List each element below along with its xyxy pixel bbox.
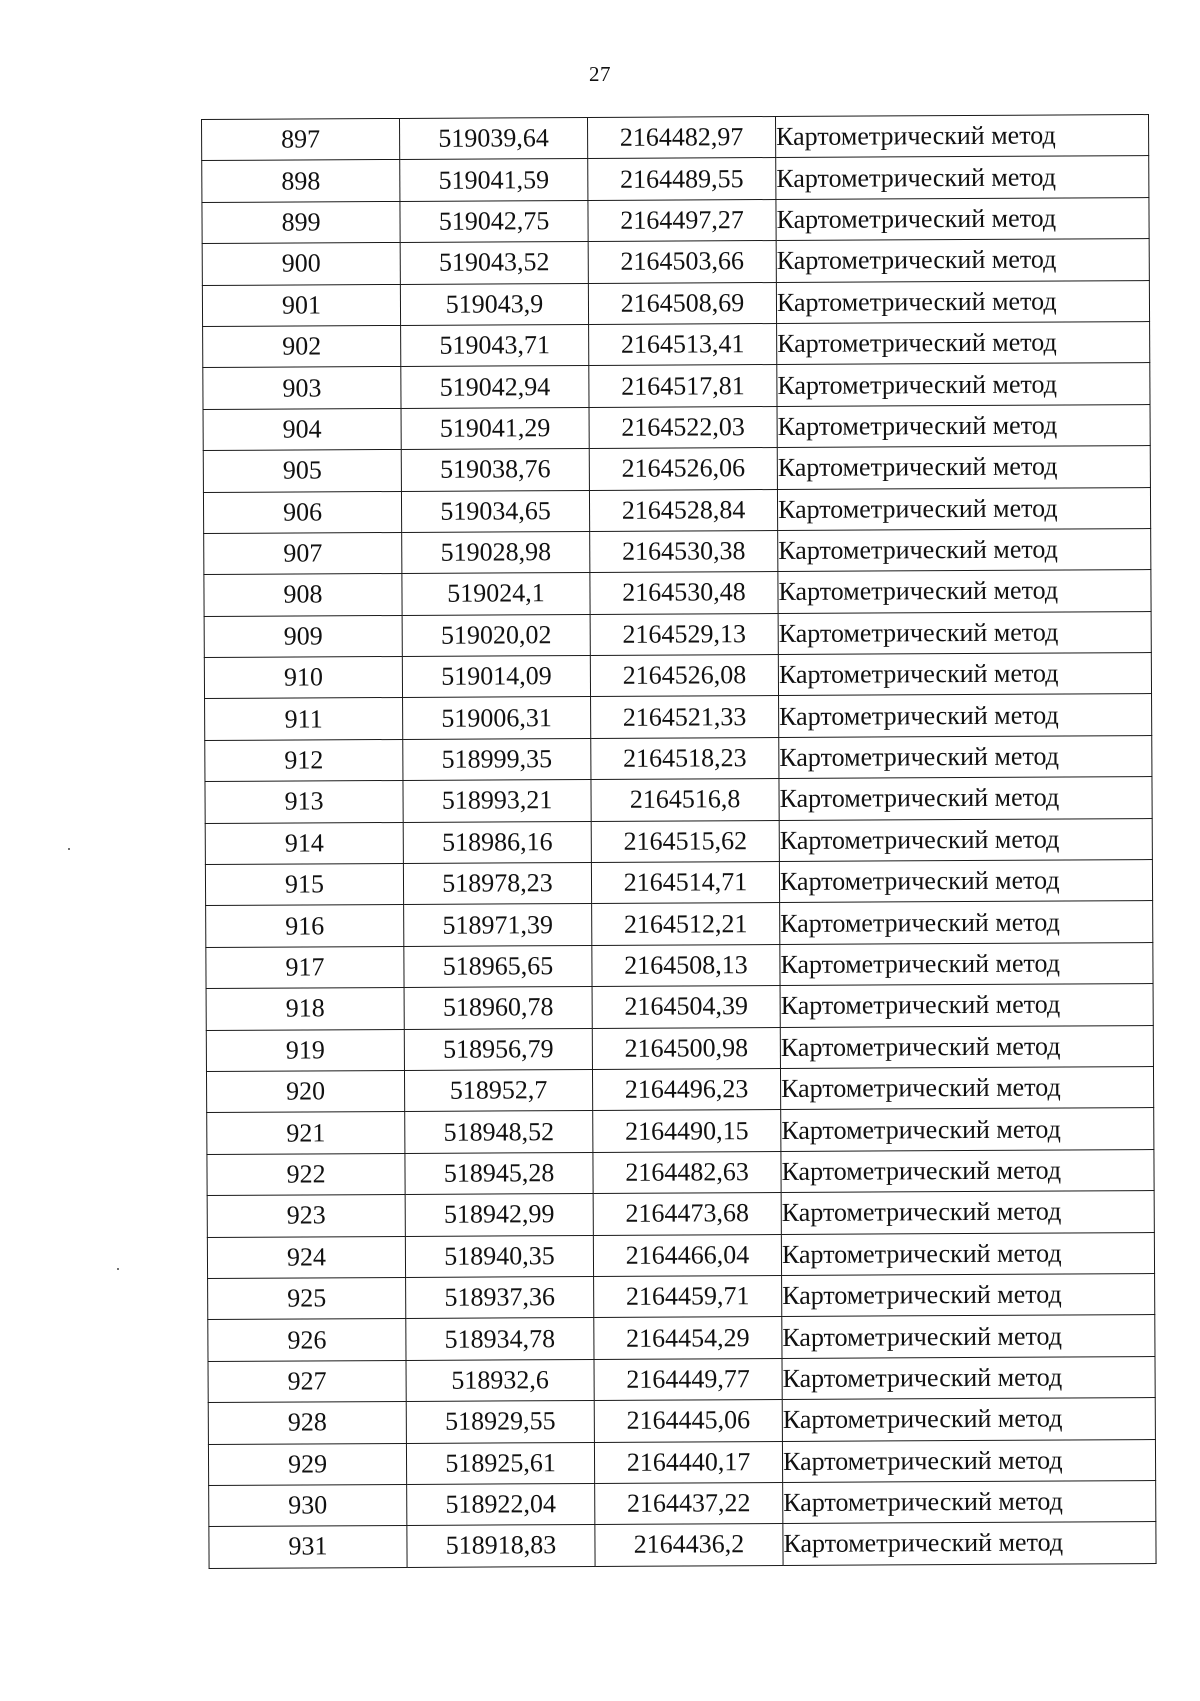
coordinates-table-container (201, 114, 1157, 1569)
method-cell: Картометрический метод (782, 1273, 1155, 1316)
point-number-cell: 901 (202, 284, 400, 326)
y-coordinate-cell: 2164514,71 (591, 862, 779, 904)
method-cell: Картометрический метод (777, 404, 1150, 447)
table-row (203, 446, 1150, 492)
y-coordinate-cell: 2164517,81 (589, 365, 777, 407)
table-row (205, 818, 1152, 864)
table-row (207, 1232, 1154, 1278)
y-coordinate-cell: 2164454,29 (594, 1317, 782, 1359)
method-cell: Картометрический метод (782, 1398, 1155, 1441)
table-row (208, 1315, 1155, 1361)
coordinates-table-body (202, 115, 1157, 1569)
x-coordinate-cell: 518952,7 (404, 1069, 592, 1111)
method-cell: Картометрический метод (781, 1232, 1154, 1275)
method-cell: Картометрический метод (780, 942, 1153, 985)
point-number-cell: 908 (204, 574, 402, 616)
method-cell: Картометрический метод (783, 1522, 1156, 1565)
point-number-cell: 920 (206, 1070, 404, 1112)
method-cell: Картометрический метод (780, 1067, 1153, 1110)
point-number-cell: 900 (202, 243, 400, 285)
table-row (207, 1149, 1154, 1195)
y-coordinate-cell: 2164521,33 (591, 696, 779, 738)
method-cell: Картометрический метод (782, 1315, 1155, 1358)
method-cell: Картометрический метод (776, 197, 1149, 240)
x-coordinate-cell: 519041,29 (401, 407, 589, 449)
method-cell: Картометрический метод (780, 984, 1153, 1027)
point-number-cell: 925 (208, 1277, 406, 1319)
x-coordinate-cell: 519043,71 (401, 324, 589, 366)
y-coordinate-cell: 2164508,69 (588, 282, 776, 324)
point-number-cell: 911 (205, 698, 403, 740)
x-coordinate-cell: 518948,52 (405, 1111, 593, 1153)
table-row (203, 487, 1150, 533)
point-number-cell: 909 (204, 615, 402, 657)
y-coordinate-cell: 2164440,17 (594, 1441, 782, 1483)
x-coordinate-cell: 518918,83 (407, 1525, 595, 1567)
point-number-cell: 917 (206, 946, 404, 988)
y-coordinate-cell: 2164496,23 (592, 1068, 780, 1110)
x-coordinate-cell: 518986,16 (403, 821, 591, 863)
y-coordinate-cell: 2164528,84 (589, 489, 777, 531)
y-coordinate-cell: 2164445,06 (594, 1400, 782, 1442)
table-row (204, 528, 1151, 574)
point-number-cell: 924 (207, 1236, 405, 1278)
x-coordinate-cell: 519042,75 (400, 200, 588, 242)
x-coordinate-cell: 518956,79 (404, 1028, 592, 1070)
point-number-cell: 910 (204, 657, 402, 699)
x-coordinate-cell: 518978,23 (403, 862, 591, 904)
y-coordinate-cell: 2164513,41 (589, 323, 777, 365)
table-row (206, 942, 1153, 988)
point-number-cell: 929 (208, 1443, 406, 1485)
point-number-cell: 914 (205, 822, 403, 864)
y-coordinate-cell: 2164522,03 (589, 406, 777, 448)
y-coordinate-cell: 2164489,55 (588, 158, 776, 200)
point-number-cell: 904 (203, 408, 401, 450)
y-coordinate-cell: 2164530,48 (590, 572, 778, 614)
method-cell: Картометрический метод (782, 1439, 1155, 1482)
method-cell: Картометрический метод (776, 239, 1149, 282)
y-coordinate-cell: 2164437,22 (595, 1482, 783, 1524)
table-row (203, 321, 1150, 367)
y-coordinate-cell: 2164518,23 (591, 737, 779, 779)
method-cell: Картометрический метод (781, 1108, 1154, 1151)
y-coordinate-cell: 2164512,21 (592, 903, 780, 945)
scan-speck (117, 1268, 119, 1270)
point-number-cell: 921 (207, 1112, 405, 1154)
method-cell: Картометрический метод (777, 487, 1150, 530)
x-coordinate-cell: 518971,39 (404, 904, 592, 946)
y-coordinate-cell: 2164449,77 (594, 1358, 782, 1400)
x-coordinate-cell: 519006,31 (403, 697, 591, 739)
point-number-cell: 923 (207, 1195, 405, 1237)
table-row (209, 1480, 1156, 1526)
point-number-cell: 931 (209, 1526, 407, 1568)
x-coordinate-cell: 518942,99 (405, 1194, 593, 1236)
table-row (204, 611, 1151, 657)
table-row (207, 1191, 1154, 1237)
point-number-cell: 897 (202, 118, 400, 160)
method-cell: Картометрический метод (776, 280, 1149, 323)
method-cell: Картометрический метод (778, 570, 1151, 613)
x-coordinate-cell: 519020,02 (402, 614, 590, 656)
y-coordinate-cell: 2164504,39 (592, 986, 780, 1028)
method-cell: Картометрический метод (776, 156, 1149, 199)
table-row (204, 653, 1151, 699)
x-coordinate-cell: 518999,35 (403, 738, 591, 780)
point-number-cell: 912 (205, 739, 403, 781)
table-row (205, 777, 1152, 823)
point-number-cell: 913 (205, 781, 403, 823)
point-number-cell: 916 (206, 905, 404, 947)
coordinates-table (201, 114, 1157, 1569)
method-cell: Картометрический метод (777, 446, 1150, 489)
method-cell: Картометрический метод (780, 1025, 1153, 1068)
y-coordinate-cell: 2164466,04 (593, 1234, 781, 1276)
y-coordinate-cell: 2164515,62 (591, 820, 779, 862)
table-row (208, 1398, 1155, 1444)
y-coordinate-cell: 2164526,08 (590, 655, 778, 697)
table-row (208, 1273, 1155, 1319)
page-number: 27 (589, 62, 611, 86)
y-coordinate-cell: 2164530,38 (590, 530, 778, 572)
x-coordinate-cell: 518937,36 (406, 1276, 594, 1318)
method-cell: Картометрический метод (778, 611, 1151, 654)
method-cell: Картометрический метод (779, 818, 1152, 861)
x-coordinate-cell: 519014,09 (402, 656, 590, 698)
point-number-cell: 927 (208, 1360, 406, 1402)
x-coordinate-cell: 519024,1 (402, 573, 590, 615)
table-row (208, 1439, 1155, 1485)
table-row (206, 901, 1153, 947)
point-number-cell: 919 (206, 1029, 404, 1071)
point-number-cell: 918 (206, 988, 404, 1030)
x-coordinate-cell: 518932,6 (406, 1359, 594, 1401)
table-row (206, 1025, 1153, 1071)
y-coordinate-cell: 2164503,66 (588, 241, 776, 283)
method-cell: Картометрический метод (779, 694, 1152, 737)
table-row (205, 735, 1152, 781)
table-row (202, 197, 1149, 243)
method-cell: Картометрический метод (782, 1356, 1155, 1399)
point-number-cell: 898 (202, 160, 400, 202)
method-cell: Картометрический метод (779, 860, 1152, 903)
method-cell: Картометрический метод (778, 528, 1151, 571)
table-row (209, 1522, 1156, 1568)
table-row (203, 363, 1150, 409)
method-cell: Картометрический метод (783, 1480, 1156, 1523)
x-coordinate-cell: 519039,64 (399, 117, 587, 159)
y-coordinate-cell: 2164482,97 (587, 116, 775, 158)
x-coordinate-cell: 518960,78 (404, 987, 592, 1029)
table-row (202, 156, 1149, 202)
point-number-cell: 902 (203, 325, 401, 367)
x-coordinate-cell: 518929,55 (406, 1401, 594, 1443)
y-coordinate-cell: 2164482,63 (593, 1151, 781, 1193)
point-number-cell: 915 (205, 863, 403, 905)
x-coordinate-cell: 518965,65 (404, 945, 592, 987)
y-coordinate-cell: 2164473,68 (593, 1193, 781, 1235)
scan-speck (68, 848, 70, 850)
y-coordinate-cell: 2164497,27 (588, 199, 776, 241)
x-coordinate-cell: 518993,21 (403, 780, 591, 822)
x-coordinate-cell: 519034,65 (401, 490, 589, 532)
table-row (205, 860, 1152, 906)
table-row (204, 570, 1151, 616)
x-coordinate-cell: 519041,59 (400, 159, 588, 201)
y-coordinate-cell: 2164516,8 (591, 779, 779, 821)
table-row (202, 239, 1149, 285)
x-coordinate-cell: 519038,76 (401, 449, 589, 491)
x-coordinate-cell: 518922,04 (407, 1483, 595, 1525)
point-number-cell: 907 (204, 532, 402, 574)
table-row (203, 404, 1150, 450)
method-cell: Картометрический метод (777, 321, 1150, 364)
point-number-cell: 905 (203, 450, 401, 492)
table-row (208, 1356, 1155, 1402)
method-cell: Картометрический метод (781, 1191, 1154, 1234)
method-cell: Картометрический метод (779, 735, 1152, 778)
y-coordinate-cell: 2164526,06 (589, 448, 777, 490)
y-coordinate-cell: 2164459,71 (594, 1275, 782, 1317)
x-coordinate-cell: 518925,61 (406, 1442, 594, 1484)
method-cell: Картометрический метод (777, 363, 1150, 406)
point-number-cell: 903 (203, 367, 401, 409)
y-coordinate-cell: 2164529,13 (590, 613, 778, 655)
table-row (207, 1108, 1154, 1154)
x-coordinate-cell: 519043,52 (400, 242, 588, 284)
y-coordinate-cell: 2164508,13 (592, 944, 780, 986)
method-cell: Картометрический метод (778, 653, 1151, 696)
x-coordinate-cell: 518940,35 (405, 1235, 593, 1277)
point-number-cell: 899 (202, 201, 400, 243)
point-number-cell: 922 (207, 1153, 405, 1195)
x-coordinate-cell: 519042,94 (401, 366, 589, 408)
method-cell: Картометрический метод (781, 1149, 1154, 1192)
x-coordinate-cell: 518945,28 (405, 1152, 593, 1194)
table-row (202, 280, 1149, 326)
y-coordinate-cell: 2164490,15 (593, 1110, 781, 1152)
point-number-cell: 906 (203, 491, 401, 533)
table-row (202, 115, 1149, 161)
x-coordinate-cell: 519028,98 (402, 531, 590, 573)
table-row (205, 694, 1152, 740)
table-row (206, 984, 1153, 1030)
point-number-cell: 926 (208, 1319, 406, 1361)
point-number-cell: 928 (208, 1402, 406, 1444)
y-coordinate-cell: 2164500,98 (592, 1027, 780, 1069)
method-cell: Картометрический метод (780, 901, 1153, 944)
method-cell: Картометрический метод (779, 777, 1152, 820)
method-cell: Картометрический метод (775, 115, 1148, 158)
x-coordinate-cell: 518934,78 (406, 1318, 594, 1360)
table-row (206, 1067, 1153, 1113)
x-coordinate-cell: 519043,9 (400, 283, 588, 325)
point-number-cell: 930 (209, 1484, 407, 1526)
y-coordinate-cell: 2164436,2 (595, 1524, 783, 1566)
